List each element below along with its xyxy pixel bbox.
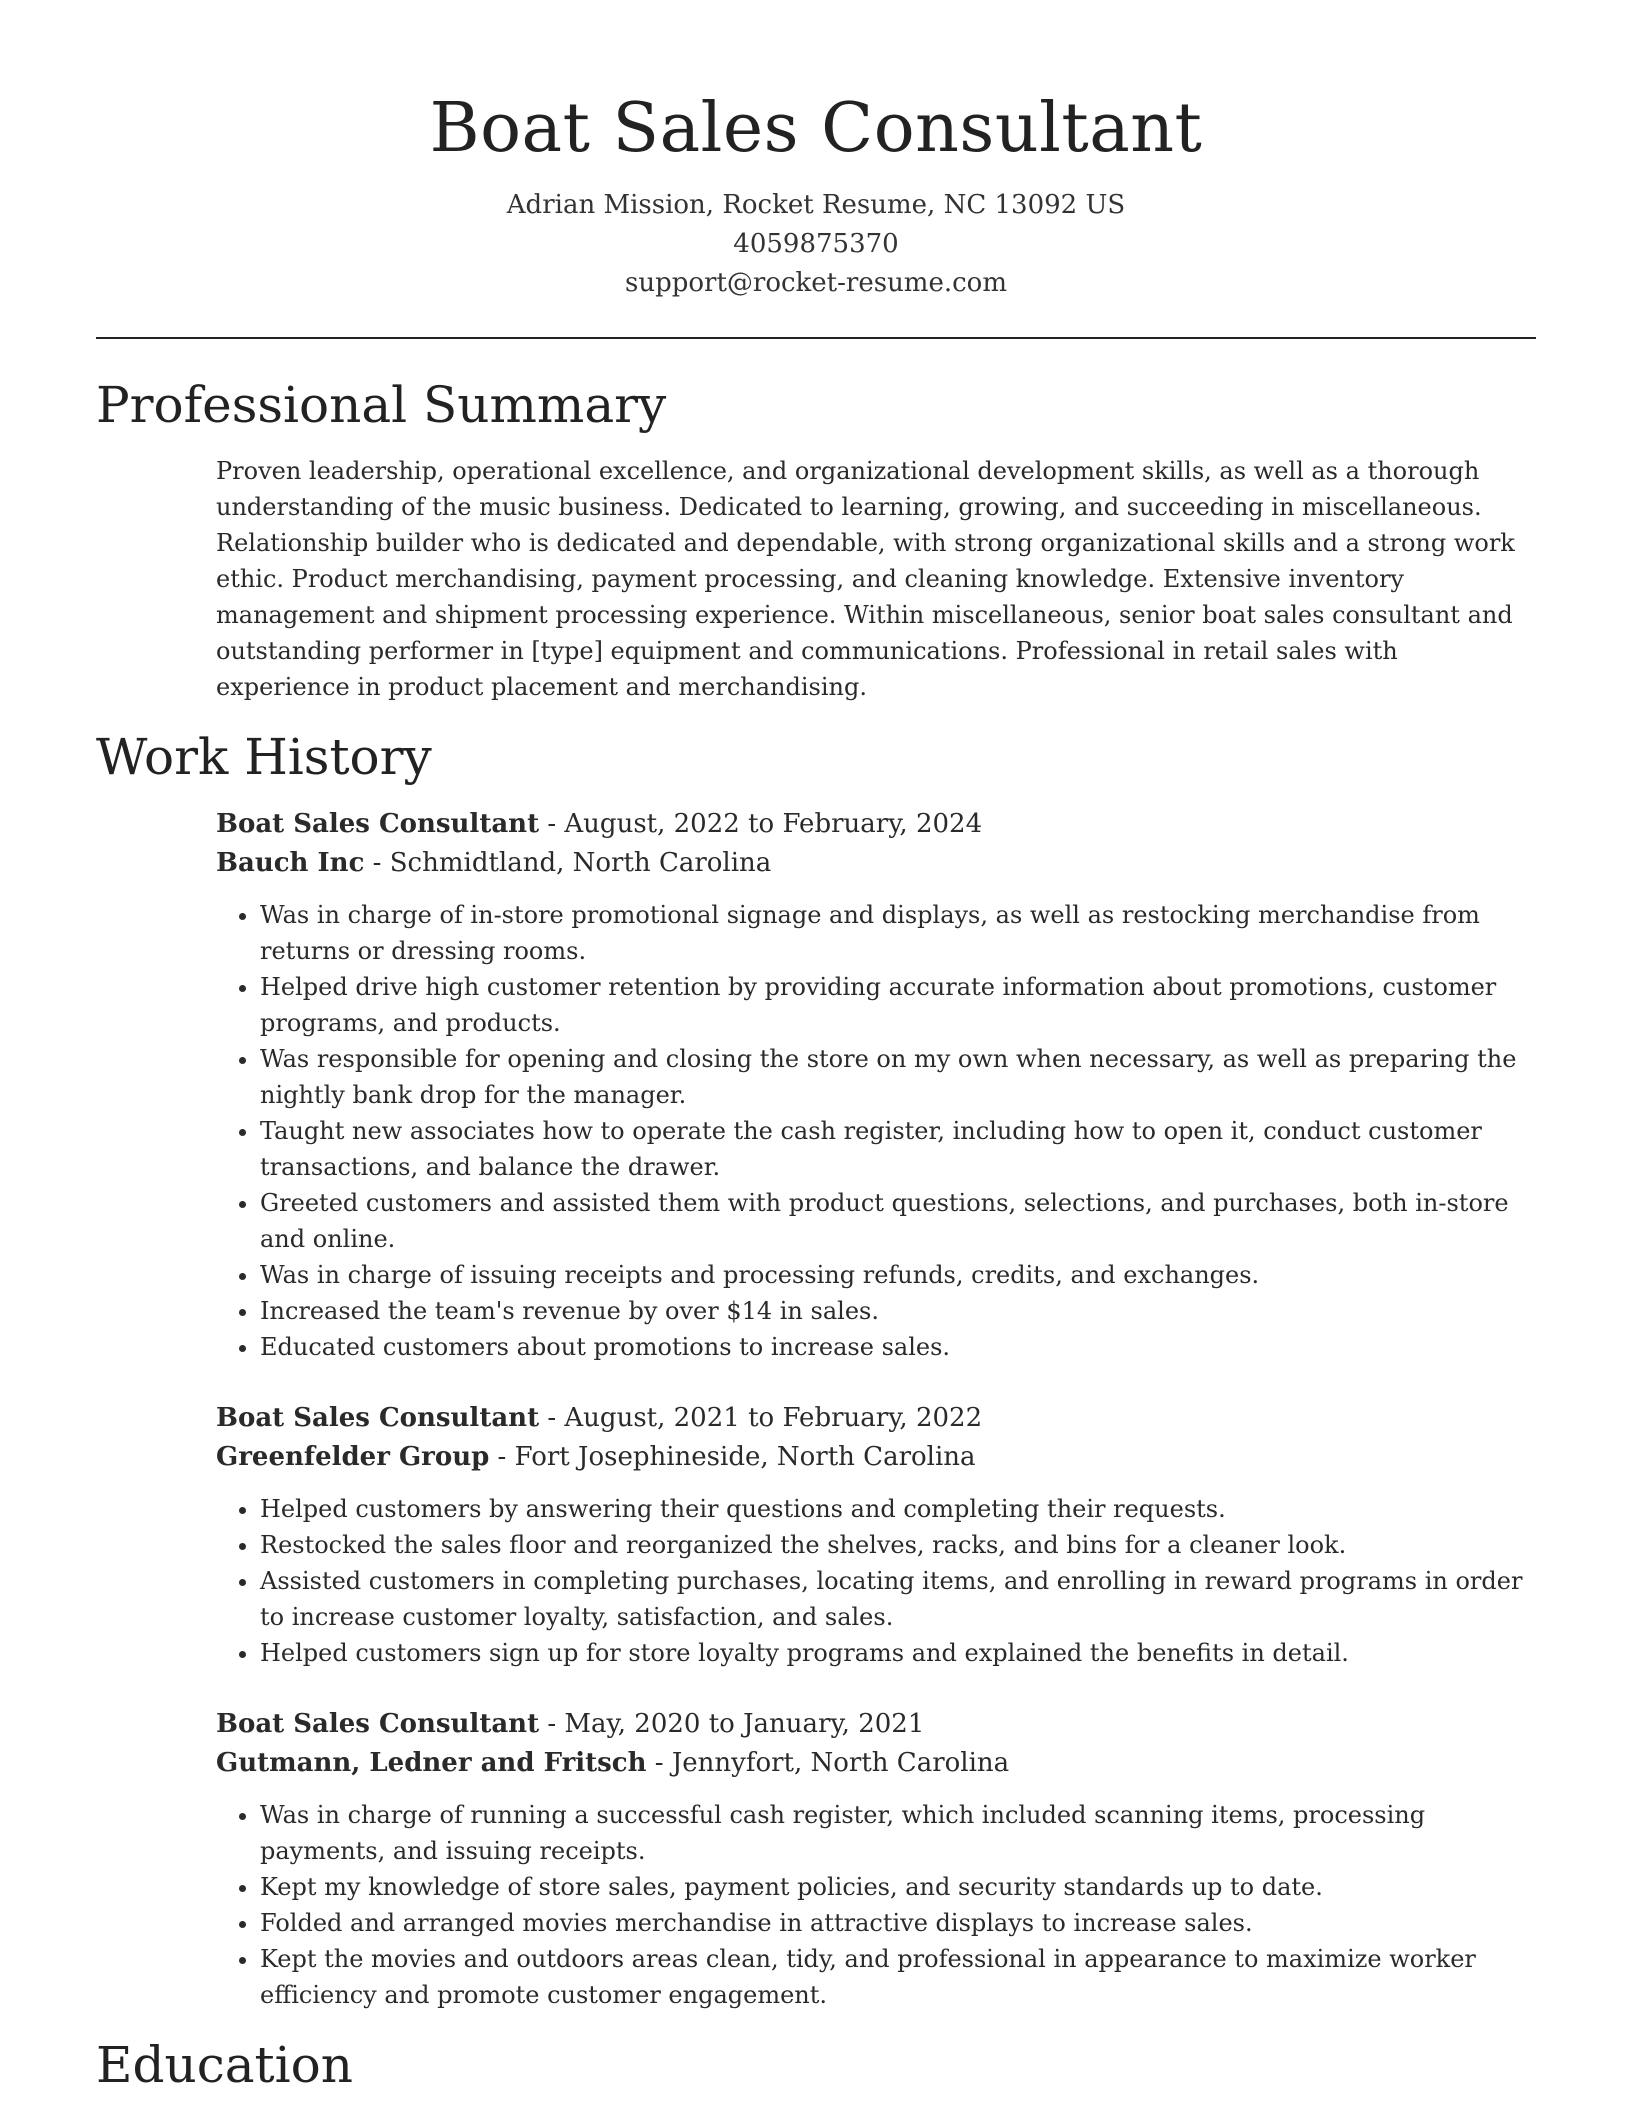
job-bullet: • Was in charge of in-store promotional signage and displays, as well as restocking merchandise from returns or dressing rooms. (260, 897, 1536, 969)
job-dates: - August, 2022 to February, 2024 (539, 809, 983, 839)
job-location: - Jennyfort, North Carolina (646, 1748, 1010, 1778)
contact-email: support@rocket-resume.com (624, 268, 1007, 298)
job-bullet: • Was in charge of running a successful cash register, which included scanning items, processing payments, and issuing receipts. (260, 1797, 1536, 1869)
job-role: Boat Sales Consultant (216, 1403, 540, 1433)
job-bullets (216, 897, 1536, 1365)
job-role-line (216, 1705, 1536, 1744)
job-dates: - August, 2021 to February, 2022 (539, 1403, 983, 1433)
job-bullet: • Taught new associates how to operate the cash register, including how to open it, conduct customer transactions, and balance the drawer. (260, 1113, 1536, 1185)
job-company-line (216, 844, 1536, 883)
job-bullet: • Greeted customers and assisted them with product questions, selections, and purchases, both in-store and online. (260, 1185, 1536, 1257)
job-location: - Fort Josephineside, North Carolina (489, 1442, 976, 1472)
job-role-line (216, 805, 1536, 844)
job-company: Gutmann, Ledner and Fritsch (216, 1748, 647, 1778)
contact-phone: 4059875370 (733, 229, 899, 259)
job-bullet: • Increased the team's revenue by over $14 in sales. (260, 1293, 1536, 1329)
header-divider (96, 337, 1536, 339)
job-bullets (216, 1797, 1536, 2013)
summary-section (216, 453, 1536, 705)
section-title-work-history: Work History (96, 728, 432, 786)
contact-address: Adrian Mission, Rocket Resume, NC 13092 US (506, 190, 1126, 220)
job-bullet: • Was in charge of issuing receipts and processing refunds, credits, and exchanges. (260, 1257, 1536, 1293)
job-bullet: • Helped customers by answering their questions and completing their requests. (260, 1491, 1536, 1527)
job-role-line (216, 1399, 1536, 1438)
job-dates: - May, 2020 to January, 2021 (539, 1709, 925, 1739)
job-role: Boat Sales Consultant (216, 1709, 540, 1739)
job-entry (216, 1705, 1536, 2013)
job-bullet: • Folded and arranged movies merchandise in attractive displays to increase sales. (260, 1905, 1536, 1941)
job-bullet: • Helped drive high customer retention by providing accurate information about promotions, customer programs, and products. (260, 969, 1536, 1041)
job-role: Boat Sales Consultant (216, 809, 540, 839)
resume-header (96, 0, 1536, 303)
job-bullet: • Restocked the sales floor and reorganized the shelves, racks, and bins for a cleaner look. (260, 1527, 1536, 1563)
job-company-line (216, 1438, 1536, 1477)
job-company: Greenfelder Group (216, 1442, 490, 1472)
job-entry (216, 1399, 1536, 1671)
section-title-education: Education (96, 2036, 353, 2094)
job-bullets (216, 1491, 1536, 1671)
candidate-title: Boat Sales Consultant (429, 89, 1203, 168)
resume-page (96, 0, 1536, 2095)
work-history-section (216, 805, 1536, 2013)
job-bullet: • Kept my knowledge of store sales, payment policies, and security standards up to date. (260, 1869, 1536, 1905)
job-company: Bauch Inc (216, 848, 365, 878)
job-bullet: • Kept the movies and outdoors areas clean, tidy, and professional in appearance to maximize worker efficiency and promote customer engagement. (260, 1941, 1536, 2013)
job-bullet: • Educated customers about promotions to increase sales. (260, 1329, 1536, 1365)
job-company-line (216, 1744, 1536, 1783)
job-bullet: • Was responsible for opening and closing the store on my own when necessary, as well as preparing the nightly bank drop for the manager. (260, 1041, 1536, 1113)
job-location: - Schmidtland, North Carolina (364, 848, 772, 878)
summary-text: Proven leadership, operational excellence, and organizational development skills, as well as a thorough understanding of the music business. Dedicated to learning, growing, and succeeding in miscellaneous. Relationship builder who is dedicated and dependable, with strong organizational skills and a strong work ethic. Product merchandising, payment processing, and cleaning knowledge. Extensive inventory management and shipment processing experience. Within miscellaneous, senior boat sales consultant and outstanding performer in [type] equipment and communications. Professional in retail sales with experience in product placement and merchandising. (216, 457, 1515, 701)
contact-block (96, 186, 1536, 303)
job-bullet: • Assisted customers in completing purchases, locating items, and enrolling in reward programs in order to increase customer loyalty, satisfaction, and sales. (260, 1563, 1536, 1635)
job-bullet: • Helped customers sign up for store loyalty programs and explained the benefits in detail. (260, 1635, 1536, 1671)
section-title-summary: Professional Summary (96, 376, 667, 434)
job-entry (216, 805, 1536, 1365)
